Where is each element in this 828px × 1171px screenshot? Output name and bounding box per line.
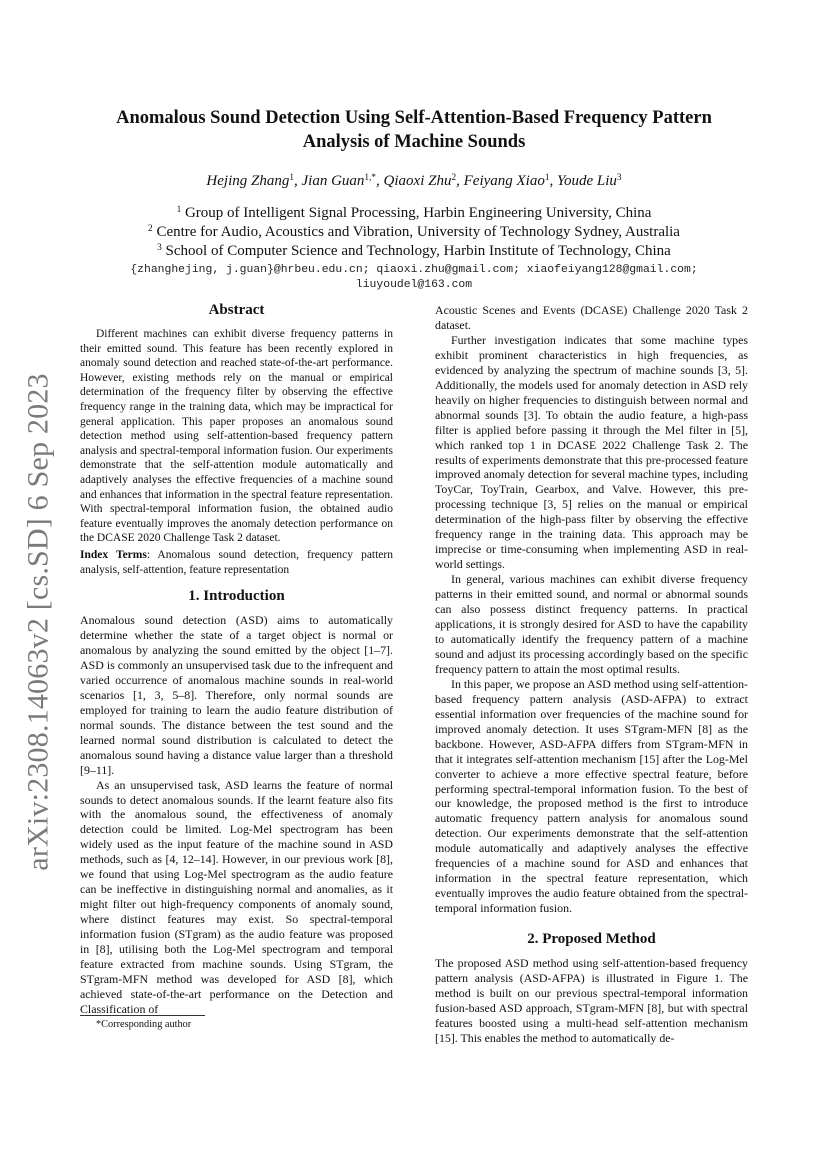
affiliation [84,204,744,223]
paper-title: Anomalous Sound Detection Using Self-Attention-Based Frequency Pattern Analysis of Machine Sounds [116,108,712,152]
paragraph: The proposed ASD method using self-attention-based frequency pattern analysis (ASD-AFPA) is illustrated in Figure 1. The method is built on our previous spectral-temporal information fusion-based ASD approach, STgram-MFN [8], but with spectral features boosted using a multi-head self-attention mechanism [15]. This enables the method to automatically de- [435,956,748,1045]
affiliation-mark: 1 [176,204,182,215]
affiliation-text: School of Computer Science and Technology, Harbin Institute of Technology, China [165,243,671,259]
section-heading-proposed-method: 2. Proposed Method [527,931,656,948]
footnote-divider [80,1015,205,1016]
footnote: *Corresponding author [96,1019,192,1030]
paragraph: Further investigation indicates that some machine types exhibit prominent characteristics in high frequencies, as evidenced by analyzing the spectrum of machine sounds [3, 5]. Additionally, the models used for anomaly detection in ASD rely heavily on higher frequencies to distinguish between normal and abnormal sounds [3]. To obtain the audio feature, a high-pass filter is applied before passing it through the Mel filter in [5], which ranked top 1 in DCASE 2022 Challenge Task 2. The results of experiments demonstrate that this pre-processed feature improved anomaly detection for several machine types, including ToyCar, ToyTrain, Gearbox, and Valve. However, this pre-processing technique [3, 5] relies on the manual or empirical determination of the high-pass filter by observing the effective frequency range in the training data. This approach may be imprecise or time-consuming when implementing ASD in real-world settings. [435,332,748,572]
author-name: Youde Liu [557,173,617,189]
paragraph: As an unsupervised task, ASD learns the feature of normal sounds to detect anomalous sounds. If the learnt feature also fits with the anomalous sound, the effectiveness of anomaly detection could be limited. Log-Mel spectrogram has been widely used as the input feature of the machine sound in ASD methods, such as [4, 12–14]. However, in our previous work [8], we found that using Log-Mel spectrogram as the audio feature can be ineffective in distinguishing normal and anomalies, as it might filter out high-frequency components of anomaly sound, where distinct features may exist. So spectral-temporal information fusion (STgram) as the audio feature was proposed in [8], utilising both the Log-Mel spectrogram and temporal feature extracted from machine sounds. Using STgram, the STgram-MFN method was developed for ASD [8], which achieved state-of-the-art performance on the Detection and Classification of [80,777,393,1016]
abstract-body [80,327,393,577]
index-terms [80,548,393,577]
section-heading-introduction: 1. Introduction [188,588,285,605]
affiliation-mark: 3 [157,242,162,253]
author-list: Hejing Zhang$^1$, Jian Guan$^{1,*}$, Qiaoxi Zhu$^2$, Feiyang Xiao$^1$, Youde Liu$^3$ [206,172,622,189]
affiliation [84,242,744,261]
email-line: {zhanghejing, j.guan}@hrbeu.edu.cn; qiaoxi.zhu@gmail.com; xiaofeiyang128@gmail.com; [130,264,698,276]
author-affiliation-mark: 1,* [364,172,377,183]
email-line: liuyoudel@163.com [355,279,473,291]
paragraph: In this paper, we propose an ASD method using self-attention-based frequency pattern analysis (ASD-AFPA) to extract essential information over frequencies of the machine sound for improved anomaly detection. It uses STgram-MFN [8] as the backbone. However, ASD-AFPA differs from STgram-MFN in that it integrates self-attention mechanism [15] after the Log-Mel converter to achieve a more effective spectral feature, before performing spectral-temporal information fusion. To the best of our knowledge, the proposed method is the first to introduce automatic frequency pattern analysis for anomalous sound detection. Our experiments demonstrate that the self-attention module automatically and adaptively analyses the effective frequencies of a machine sound for ASD and enhances that information in the spectral feature representation, which eventually improves the audio feature obtained from the spectral-temporal information fusion. [435,676,748,916]
paragraph: Acoustic Scenes and Events (DCASE) Challenge 2020 Task 2 dataset. [435,303,748,332]
affiliation [84,223,744,242]
affiliation-list [84,204,744,261]
paragraph: In general, various machines can exhibit diverse frequency patterns in their emitted sound, and normal or abnormal sounds can also possess distinct frequency patterns. In practical applications, it is strongly desired for ASD to have the capability to automatically identify the frequency pattern of a machine sound and adjust its processing accordingly based on the specific frequency pattern to attain the most optimal results. [435,572,748,676]
arxiv-identifier-margin [14,372,64,872]
affiliation-text: Centre for Audio, Acoustics and Vibration, University of Technology Sydney, Australia [156,224,680,240]
author-name: Feiyang Xiao [463,173,545,189]
left-column [80,301,393,1017]
author-affiliation-mark: 1 [544,172,550,183]
email-list [84,263,744,293]
abstract-heading: Abstract [208,302,265,318]
affiliation-text: Group of Intelligent Signal Processing, Harbin Engineering University, China [184,205,652,221]
abstract-text: Different machines can exhibit diverse frequency patterns in their emitted sound. This feature has been recently explored in anomaly sound detection and reached state-of-the-art performance. However, existing methods rely on the manual or empirical determination of the frequency filter by observing the effective frequency range in the training data, which may be impractical for general application. This paper proposes an anomalous sound detection method using self-attention-based frequency pattern analysis and spectral-temporal information fusion. Our experiments demonstrate that the self-attention module automatically and adaptively analyses the effective frequencies of a machine sound and enhances that information in the spectral feature representation. With spectral-temporal information fusion, the obtained audio feature eventually improves the anomaly detection performance on the DCASE 2020 Challenge Task 2 dataset. [80,328,393,545]
arxiv-identifier: arXiv:2308.14063v2 [cs.SD] 6 Sep 2023 [22,373,55,871]
index-terms-text: : Anomalous sound detection, frequency pattern analysis, self-attention, feature representation [80,548,393,576]
author-name: Hejing Zhang [206,173,290,189]
right-column [435,303,748,1046]
author-affiliation-mark: 2 [451,172,457,183]
index-terms-label: Index Terms [80,548,147,561]
affiliation-mark: 2 [148,223,153,234]
paragraph: Anomalous sound detection (ASD) aims to automatically determine whether the state of a target object is normal or anomalous by analyzing the sound emitted by the object [1–7]. ASD is commonly an unsupervised task due to the infrequent and varied occurrence of anomalous machine sounds in real-world scenarios [1, 3, 5–8]. Therefore, only normal sounds are employed for training to learn the audio feature distribution of normal sounds. The distance between the test sound and the learned normal sound distribution is calculated to detect the anomalous sound having a distance value larger than a threshold [9–11]. [80,613,393,777]
author-name: Qiaoxi Zhu [383,173,452,189]
author-affiliation-mark: 1 [289,172,294,183]
author-affiliation-mark: 3 [616,172,622,183]
author-name: Jian Guan [301,173,365,189]
